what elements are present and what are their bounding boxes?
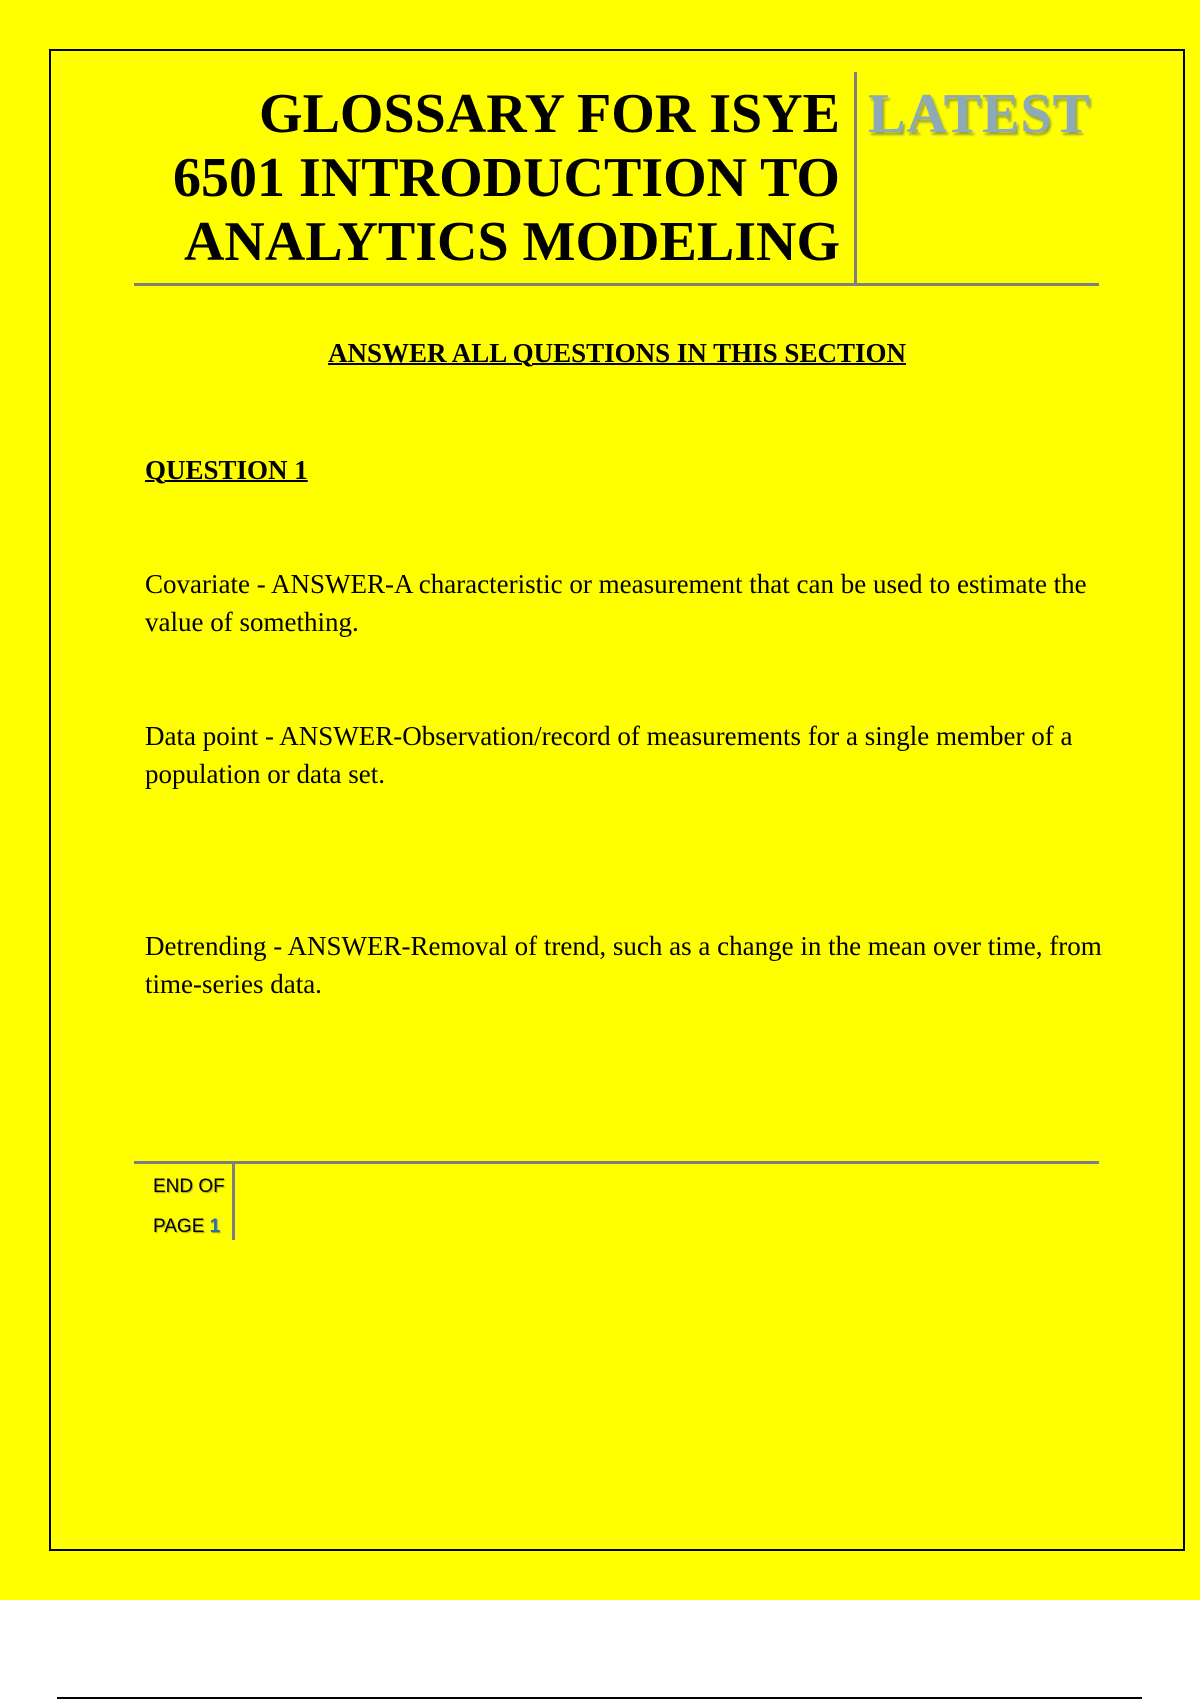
footer-divider [232, 1164, 235, 1240]
latest-badge: LATEST [868, 83, 1091, 145]
footer-page [153, 1207, 229, 1247]
glossary-entry-data-point: Data point - ANSWER-Observation/record of measurements for a single member of a population or data set. [145, 721, 1073, 789]
title-divider [854, 72, 857, 283]
question-label: QUESTION 1 [145, 455, 308, 485]
title-line-1: GLOSSARY FOR ISYE [259, 83, 840, 145]
footer-rule [134, 1161, 1099, 1164]
title-line-2: 6501 INTRODUCTION TO [173, 147, 840, 209]
page-footer [153, 1167, 229, 1247]
glossary-entry-covariate: Covariate - ANSWER-A characteristic or measurement that can be used to estimate the value of something. [145, 569, 1087, 637]
footer-end-of: END OF [153, 1176, 225, 1197]
document-title [134, 82, 840, 274]
footer-page-label: PAGE [153, 1216, 205, 1237]
page-number: 1 [209, 1216, 221, 1237]
section-heading: ANSWER ALL QUESTIONS IN THIS SECTION [328, 338, 906, 368]
title-block [134, 70, 1099, 286]
title-line-3: ANALYTICS MODELING [183, 211, 840, 273]
glossary-entry-detrending: Detrending - ANSWER-Removal of trend, such as a change in the mean over time, from time-series data. [145, 931, 1102, 999]
bottom-rule [57, 1697, 1142, 1699]
